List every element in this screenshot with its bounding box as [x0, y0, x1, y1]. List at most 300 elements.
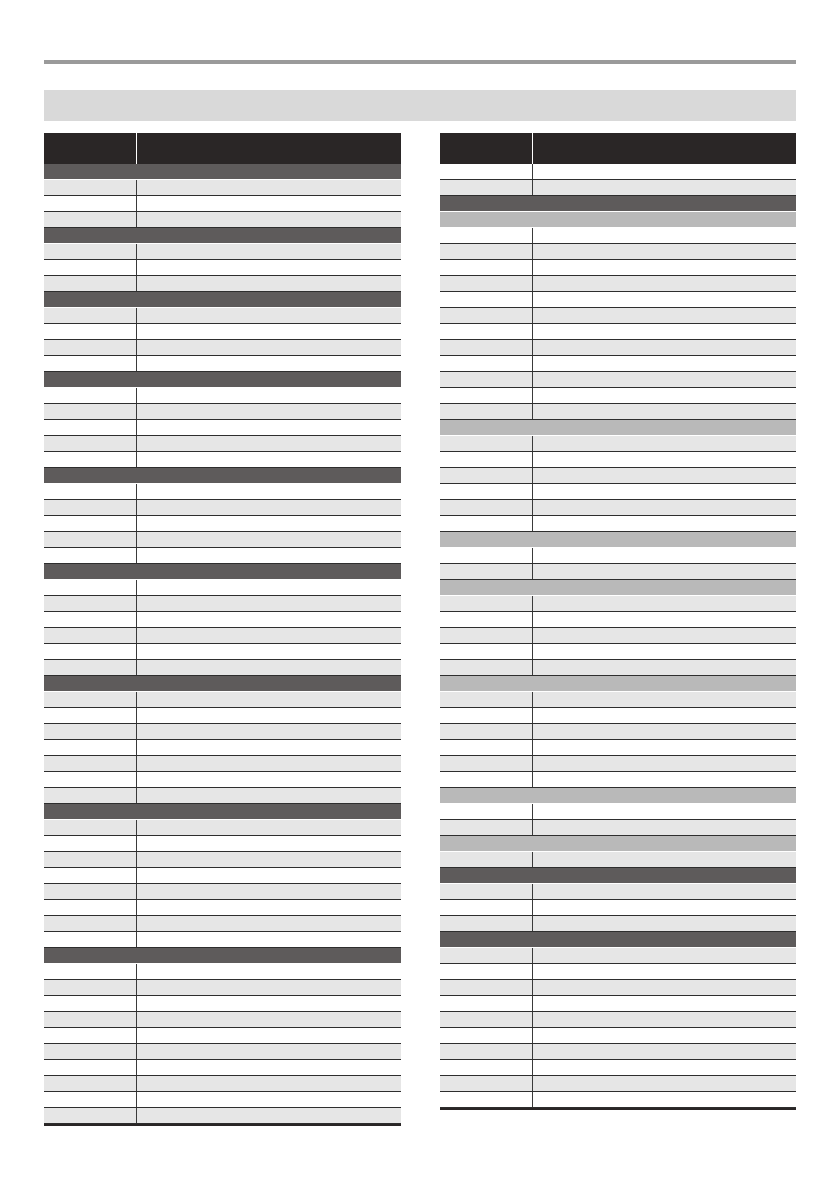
row-value-cell [533, 772, 796, 787]
row-value-cell [137, 1060, 401, 1075]
row-key-cell [440, 276, 533, 291]
row-value-cell [533, 1044, 796, 1059]
row-key-cell [44, 884, 137, 899]
row-value-cell [137, 996, 401, 1011]
row-key-cell [440, 980, 533, 995]
table-row [440, 500, 796, 516]
table-row [44, 900, 401, 916]
row-key-cell [440, 996, 533, 1011]
row-key-cell [440, 260, 533, 275]
table-row [44, 308, 401, 324]
row-value-cell [533, 724, 796, 739]
row-value-cell [533, 660, 796, 675]
subgroup-header-row [440, 212, 796, 228]
row-key-cell [44, 788, 137, 803]
row-value-cell [533, 884, 796, 899]
row-value-cell [533, 980, 796, 995]
row-key-cell [44, 1108, 137, 1123]
row-key-cell [440, 164, 533, 179]
row-key-cell [44, 324, 137, 339]
row-key-cell [440, 564, 533, 579]
table-row [44, 244, 401, 260]
group-header-row [440, 196, 796, 212]
table-row [44, 772, 401, 788]
row-key-cell [440, 452, 533, 467]
row-key-cell [440, 180, 533, 195]
row-key-cell [44, 340, 137, 355]
table-row [44, 276, 401, 292]
row-key-cell [440, 324, 533, 339]
table-row [440, 628, 796, 644]
group-header-row [44, 804, 401, 820]
row-key-cell [44, 436, 137, 451]
table-row [44, 452, 401, 468]
table-row [440, 1012, 796, 1028]
row-key-cell [44, 1012, 137, 1027]
row-value-cell [137, 852, 401, 867]
row-value-cell [137, 324, 401, 339]
row-value-cell [137, 1012, 401, 1027]
table-row [44, 324, 401, 340]
row-value-cell [533, 340, 796, 355]
group-header-row [44, 948, 401, 964]
row-value-cell [137, 388, 401, 403]
table-row [440, 900, 796, 916]
row-key-cell [44, 196, 137, 211]
right-table-body [440, 164, 796, 1108]
table-row [44, 740, 401, 756]
row-value-cell [533, 804, 796, 819]
table-bottom-rule [440, 1108, 796, 1110]
row-value-cell [533, 820, 796, 835]
table-row [44, 868, 401, 884]
table-row [44, 1012, 401, 1028]
row-key-cell [440, 772, 533, 787]
row-key-cell [44, 212, 137, 227]
row-key-cell [440, 724, 533, 739]
row-value-cell [137, 772, 401, 787]
row-key-cell [44, 244, 137, 259]
table-row [440, 756, 796, 772]
table-row [44, 516, 401, 532]
row-key-cell [44, 724, 137, 739]
table-row [440, 404, 796, 420]
row-key-cell [440, 436, 533, 451]
table-row [440, 180, 796, 196]
row-value-cell [137, 724, 401, 739]
table-row [44, 644, 401, 660]
row-value-cell [533, 404, 796, 419]
subgroup-header-row [440, 420, 796, 436]
row-key-cell [44, 388, 137, 403]
row-key-cell [440, 884, 533, 899]
table-row [44, 436, 401, 452]
row-key-cell [44, 852, 137, 867]
row-value-cell [137, 1076, 401, 1091]
row-key-cell [44, 964, 137, 979]
table-row [44, 932, 401, 948]
table-row [440, 660, 796, 676]
row-value-cell [533, 356, 796, 371]
group-header-row [44, 292, 401, 308]
row-value-cell [137, 1092, 401, 1107]
row-key-cell [440, 612, 533, 627]
row-value-cell [137, 708, 401, 723]
table-row [44, 1092, 401, 1108]
row-value-cell [533, 916, 796, 931]
header-cell-2 [137, 133, 401, 164]
table-row [440, 388, 796, 404]
row-key-cell [440, 308, 533, 323]
row-value-cell [137, 276, 401, 291]
row-key-cell [44, 404, 137, 419]
row-value-cell [533, 164, 796, 179]
group-header-row [44, 468, 401, 484]
table-row [44, 980, 401, 996]
row-value-cell [137, 308, 401, 323]
row-key-cell [44, 900, 137, 915]
table-row [44, 708, 401, 724]
row-key-cell [44, 532, 137, 547]
row-key-cell [44, 1092, 137, 1107]
table-row [44, 724, 401, 740]
table-row [440, 708, 796, 724]
row-value-cell [137, 884, 401, 899]
row-value-cell [533, 180, 796, 195]
group-header-row [440, 932, 796, 948]
table-row [44, 580, 401, 596]
row-value-cell [137, 964, 401, 979]
row-key-cell [44, 996, 137, 1011]
row-key-cell [440, 596, 533, 611]
table-row [44, 884, 401, 900]
table-row [440, 468, 796, 484]
row-value-cell [533, 740, 796, 755]
row-value-cell [137, 612, 401, 627]
table-row [44, 788, 401, 804]
section-title-band [44, 90, 796, 121]
row-value-cell [137, 244, 401, 259]
row-value-cell [137, 628, 401, 643]
row-value-cell [533, 1092, 796, 1107]
row-key-cell [44, 260, 137, 275]
table-row [44, 916, 401, 932]
row-value-cell [137, 404, 401, 419]
table-row [440, 772, 796, 788]
row-value-cell [137, 900, 401, 915]
row-value-cell [533, 468, 796, 483]
table-row [440, 740, 796, 756]
table-row [440, 948, 796, 964]
row-key-cell [440, 628, 533, 643]
row-key-cell [44, 180, 137, 195]
row-value-cell [533, 708, 796, 723]
row-key-cell [440, 500, 533, 515]
right-table [440, 133, 796, 1110]
table-row [440, 244, 796, 260]
table-row [440, 884, 796, 900]
table-row [440, 852, 796, 868]
row-key-cell [440, 820, 533, 835]
row-key-cell [440, 244, 533, 259]
table-row [440, 436, 796, 452]
row-key-cell [440, 1028, 533, 1043]
row-key-cell [44, 516, 137, 531]
table-row [440, 980, 796, 996]
table-row [440, 724, 796, 740]
group-header-row [44, 228, 401, 244]
subgroup-header-row [440, 836, 796, 852]
table-row [44, 340, 401, 356]
table-row [44, 388, 401, 404]
group-header-row [44, 564, 401, 580]
row-value-cell [533, 996, 796, 1011]
row-key-cell [440, 916, 533, 931]
row-value-cell [533, 276, 796, 291]
row-value-cell [137, 436, 401, 451]
row-key-cell [440, 948, 533, 963]
row-value-cell [137, 420, 401, 435]
row-value-cell [137, 596, 401, 611]
row-value-cell [137, 932, 401, 947]
table-row [44, 404, 401, 420]
table-row [440, 916, 796, 932]
row-key-cell [440, 292, 533, 307]
row-key-cell [44, 596, 137, 611]
row-key-cell [440, 388, 533, 403]
table-row [440, 324, 796, 340]
table-row [440, 372, 796, 388]
row-value-cell [533, 948, 796, 963]
row-value-cell [533, 644, 796, 659]
row-value-cell [137, 580, 401, 595]
row-key-cell [440, 740, 533, 755]
group-header-row [44, 372, 401, 388]
row-key-cell [440, 756, 533, 771]
row-key-cell [44, 740, 137, 755]
table-row [44, 532, 401, 548]
row-key-cell [44, 692, 137, 707]
row-key-cell [440, 548, 533, 563]
table-row [440, 644, 796, 660]
row-value-cell [137, 1044, 401, 1059]
row-value-cell [533, 244, 796, 259]
table-row [44, 756, 401, 772]
table-row [44, 996, 401, 1012]
table-row [44, 1108, 401, 1124]
row-key-cell [440, 372, 533, 387]
row-value-cell [137, 532, 401, 547]
row-key-cell [44, 308, 137, 323]
row-value-cell [533, 1028, 796, 1043]
row-value-cell [533, 628, 796, 643]
row-key-cell [440, 1092, 533, 1107]
table-row [440, 564, 796, 580]
row-value-cell [533, 500, 796, 515]
table-row [440, 1092, 796, 1108]
left-table-body [44, 164, 401, 1124]
row-key-cell [440, 340, 533, 355]
left-table [44, 133, 401, 1126]
row-value-cell [137, 692, 401, 707]
row-key-cell [44, 660, 137, 675]
row-key-cell [44, 500, 137, 515]
row-value-cell [137, 1028, 401, 1043]
table-row [44, 628, 401, 644]
row-value-cell [533, 548, 796, 563]
table-row [440, 260, 796, 276]
table-row [440, 996, 796, 1012]
row-key-cell [44, 276, 137, 291]
row-value-cell [137, 980, 401, 995]
table-row [440, 1044, 796, 1060]
row-key-cell [44, 452, 137, 467]
table-header [44, 133, 401, 164]
row-key-cell [440, 1060, 533, 1075]
row-key-cell [440, 708, 533, 723]
group-header-row [44, 164, 401, 180]
table-row [440, 308, 796, 324]
table-row [44, 1028, 401, 1044]
row-key-cell [440, 468, 533, 483]
table-row [440, 548, 796, 564]
row-key-cell [440, 356, 533, 371]
table-row [44, 484, 401, 500]
row-value-cell [137, 868, 401, 883]
row-key-cell [440, 660, 533, 675]
row-key-cell [440, 692, 533, 707]
table-row [440, 1076, 796, 1092]
table-row [440, 484, 796, 500]
row-value-cell [137, 500, 401, 515]
row-key-cell [44, 628, 137, 643]
group-header-row [440, 868, 796, 884]
table-row [440, 1060, 796, 1076]
row-key-cell [440, 516, 533, 531]
table-row [440, 340, 796, 356]
row-key-cell [44, 484, 137, 499]
table-row [440, 276, 796, 292]
row-key-cell [440, 804, 533, 819]
row-key-cell [44, 916, 137, 931]
table-row [44, 596, 401, 612]
row-key-cell [44, 756, 137, 771]
table-row [440, 292, 796, 308]
row-key-cell [44, 932, 137, 947]
row-key-cell [440, 852, 533, 867]
row-key-cell [440, 1076, 533, 1091]
table-row [44, 356, 401, 372]
row-value-cell [137, 340, 401, 355]
table-row [44, 612, 401, 628]
row-key-cell [440, 644, 533, 659]
row-value-cell [137, 356, 401, 371]
row-key-cell [44, 548, 137, 563]
row-key-cell [44, 1076, 137, 1091]
row-key-cell [440, 1044, 533, 1059]
table-row [440, 692, 796, 708]
header-cell-1 [440, 133, 533, 164]
row-value-cell [533, 900, 796, 915]
row-value-cell [137, 836, 401, 851]
group-header-row [44, 676, 401, 692]
table-row [44, 500, 401, 516]
table-row [440, 596, 796, 612]
header-rule [44, 60, 796, 64]
row-value-cell [533, 596, 796, 611]
row-key-cell [44, 1028, 137, 1043]
table-row [44, 420, 401, 436]
row-key-cell [440, 484, 533, 499]
table-row [44, 1044, 401, 1060]
row-key-cell [44, 980, 137, 995]
row-value-cell [533, 292, 796, 307]
table-row [44, 964, 401, 980]
table-row [44, 820, 401, 836]
row-key-cell [440, 964, 533, 979]
row-value-cell [533, 756, 796, 771]
row-value-cell [137, 756, 401, 771]
row-key-cell [44, 612, 137, 627]
table-row [44, 660, 401, 676]
row-value-cell [137, 1108, 401, 1123]
row-key-cell [44, 1044, 137, 1059]
row-value-cell [533, 516, 796, 531]
table-row [440, 516, 796, 532]
subgroup-header-row [440, 788, 796, 804]
row-key-cell [44, 580, 137, 595]
table-row [440, 452, 796, 468]
row-value-cell [137, 484, 401, 499]
row-key-cell [440, 1012, 533, 1027]
table-row [44, 1076, 401, 1092]
table-row [44, 1060, 401, 1076]
row-key-cell [44, 820, 137, 835]
row-value-cell [137, 788, 401, 803]
row-value-cell [533, 612, 796, 627]
table-row [44, 692, 401, 708]
row-value-cell [137, 196, 401, 211]
row-value-cell [137, 740, 401, 755]
row-value-cell [137, 820, 401, 835]
table-row [440, 1028, 796, 1044]
subgroup-header-row [440, 532, 796, 548]
row-key-cell [440, 900, 533, 915]
row-key-cell [44, 644, 137, 659]
row-value-cell [137, 180, 401, 195]
row-value-cell [533, 228, 796, 243]
row-key-cell [440, 404, 533, 419]
row-value-cell [137, 212, 401, 227]
row-key-cell [44, 772, 137, 787]
row-value-cell [533, 1076, 796, 1091]
row-value-cell [533, 1060, 796, 1075]
header-cell-1 [44, 133, 137, 164]
table-row [44, 260, 401, 276]
table-row [440, 612, 796, 628]
table-row [440, 820, 796, 836]
table-row [440, 164, 796, 180]
row-value-cell [533, 388, 796, 403]
row-key-cell [44, 708, 137, 723]
table-row [44, 836, 401, 852]
row-value-cell [533, 436, 796, 451]
row-value-cell [533, 964, 796, 979]
row-value-cell [533, 564, 796, 579]
row-value-cell [137, 660, 401, 675]
row-value-cell [533, 852, 796, 867]
row-value-cell [137, 260, 401, 275]
